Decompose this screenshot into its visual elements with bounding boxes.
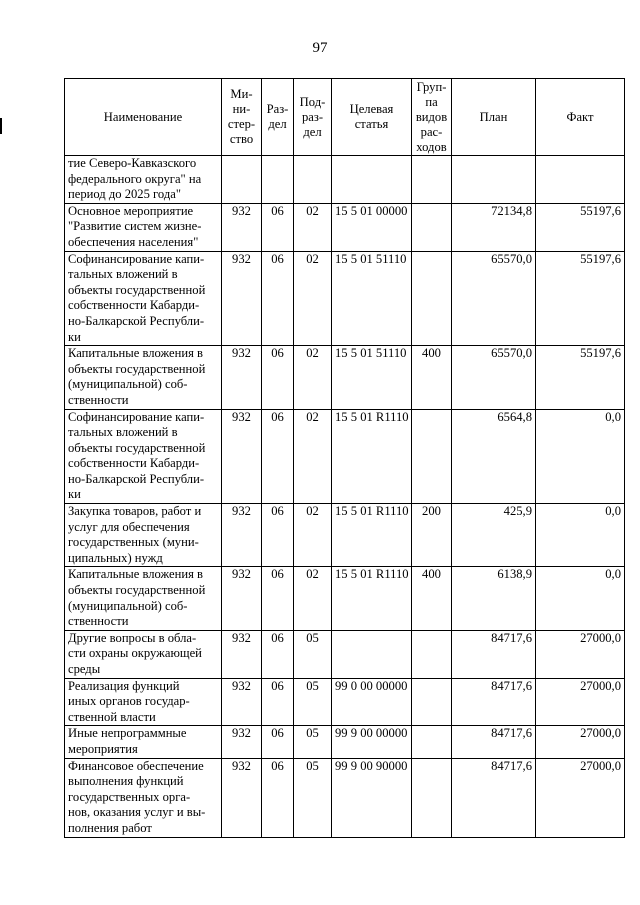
name-line: Капитальные вложения в [68, 346, 204, 361]
fact-cell: 0,0 [536, 409, 625, 504]
subsection-cell: 05 [294, 678, 332, 726]
ministry-cell: 932 [222, 630, 262, 678]
ministry-cell: 932 [222, 504, 262, 567]
plan-cell: 84717,6 [452, 758, 536, 837]
subsection-cell: 02 [294, 346, 332, 409]
name-line: но-Балкарской Республи- [68, 471, 205, 486]
name-cell [65, 567, 222, 630]
section-cell: 06 [262, 251, 294, 346]
name-cell [65, 726, 222, 758]
header-target-line: статья [354, 117, 389, 131]
target-article-cell: 99 9 00 90000 [332, 758, 412, 837]
table-header-row [65, 79, 625, 156]
subsection-cell: 02 [294, 504, 332, 567]
name-line: Закупка товаров, работ и [68, 504, 202, 519]
section-cell [262, 156, 294, 204]
fact-cell: 0,0 [536, 504, 625, 567]
table-row [65, 346, 625, 409]
name-line: иных органов государ- [68, 694, 190, 709]
fact-cell: 55197,6 [536, 346, 625, 409]
name-line: собственности Кабарди- [68, 456, 200, 471]
section-cell: 06 [262, 567, 294, 630]
subsection-cell: 05 [294, 758, 332, 837]
name-line: государственных орга- [68, 789, 191, 804]
budget-table [64, 78, 625, 838]
name-cell [65, 203, 222, 251]
plan-cell: 425,9 [452, 504, 536, 567]
header-subsection-line: дел [303, 124, 322, 139]
name-line: сти охраны окружающей [68, 646, 202, 661]
name-line: Основное мероприятие [68, 203, 194, 218]
name-cell [65, 630, 222, 678]
header-ministry [222, 79, 262, 156]
name-line: государственных (муни- [68, 535, 199, 550]
name-cell [65, 346, 222, 409]
plan-cell: 6138,9 [452, 567, 536, 630]
name-line: объекты государственной [68, 440, 206, 455]
subsection-cell: 02 [294, 251, 332, 346]
section-cell: 06 [262, 758, 294, 837]
name-line: нов, оказания услуг и вы- [68, 805, 206, 820]
header-subsection-line: раз- [301, 109, 324, 124]
name-cell [65, 156, 222, 204]
name-line: тальных вложений в [68, 267, 178, 282]
name-line: (муниципальной) соб- [68, 377, 188, 392]
ministry-cell: 932 [222, 678, 262, 726]
header-subsection [294, 79, 332, 156]
plan-cell: 6564,8 [452, 409, 536, 504]
header-plan-line: План [479, 109, 508, 124]
name-line: ственности [68, 614, 129, 629]
fact-cell: 27000,0 [536, 726, 625, 758]
subsection-cell: 02 [294, 567, 332, 630]
header-name [65, 79, 222, 156]
section-cell: 06 [262, 346, 294, 409]
name-line: ственности [68, 392, 129, 407]
header-expense_group [412, 79, 452, 156]
table-body [65, 156, 625, 838]
table-row [65, 567, 625, 630]
target-article-cell: 15 5 01 51110 [332, 251, 412, 346]
target-article-cell: 15 5 01 R1110 [332, 567, 412, 630]
name-line: услуг для обеспечения [68, 519, 190, 534]
target-article-cell: 15 5 01 R1110 [332, 504, 412, 567]
plan-cell: 65570,0 [452, 346, 536, 409]
name-line: (муниципальной) соб- [68, 598, 188, 613]
name-line: тие Северо-Кавказского [68, 156, 197, 170]
target-article-cell: 15 5 01 00000 [332, 203, 412, 251]
name-line: объекты государственной [68, 361, 206, 376]
header-plan [452, 79, 536, 156]
subsection-cell: 02 [294, 409, 332, 504]
name-line: обеспечения населения" [68, 234, 199, 249]
target-article-cell: 15 5 01 51110 [332, 346, 412, 409]
name-line: Софинансирование капи- [68, 251, 205, 266]
section-cell: 06 [262, 678, 294, 726]
name-line: мероприятия [68, 741, 138, 756]
ministry-cell: 932 [222, 567, 262, 630]
expense-group-cell [412, 758, 452, 837]
expense-group-cell [412, 630, 452, 678]
expense-group-cell [412, 251, 452, 346]
ministry-cell: 932 [222, 346, 262, 409]
name-line: полнения работ [68, 820, 152, 835]
target-article-cell: 15 5 01 R1110 [332, 409, 412, 504]
header-fact-line: Факт [566, 109, 594, 124]
subsection-cell: 05 [294, 630, 332, 678]
section-cell: 06 [262, 726, 294, 758]
ministry-cell: 932 [222, 251, 262, 346]
name-line: ципальных) нужд [68, 550, 163, 565]
header-expense_group-line: Груп- [416, 79, 447, 94]
name-line: тальных вложений в [68, 425, 178, 440]
table-row [65, 678, 625, 726]
plan-cell: 84717,6 [452, 678, 536, 726]
header-target [332, 79, 412, 156]
ministry-cell [222, 156, 262, 204]
name-line: федерального округа" на [68, 171, 202, 186]
header-expense_group-line: па [425, 94, 438, 109]
header-subsection-line: Под- [299, 94, 326, 109]
name-line: ственной власти [68, 709, 156, 724]
name-line: собственности Кабарди- [68, 298, 200, 313]
subsection-cell: 02 [294, 203, 332, 251]
ministry-cell: 932 [222, 203, 262, 251]
fact-cell: 27000,0 [536, 630, 625, 678]
section-cell: 06 [262, 409, 294, 504]
name-cell [65, 251, 222, 346]
header-ministry-line: Ми- [230, 87, 253, 101]
name-line: Иные непрограммные [68, 726, 187, 741]
expense-group-cell [412, 203, 452, 251]
header-ministry-line: ство [229, 132, 254, 146]
section-cell: 06 [262, 504, 294, 567]
target-article-cell [332, 156, 412, 204]
header-section-line: Раз- [266, 102, 289, 116]
fact-cell: 27000,0 [536, 758, 625, 837]
table-row [65, 156, 625, 204]
fact-cell: 0,0 [536, 567, 625, 630]
name-cell [65, 678, 222, 726]
table-row [65, 251, 625, 346]
ministry-cell: 932 [222, 758, 262, 837]
name-line: ки [68, 487, 81, 502]
name-line: Софинансирование капи- [68, 409, 205, 424]
plan-cell: 72134,8 [452, 203, 536, 251]
section-cell: 06 [262, 203, 294, 251]
header-section-line: дел [268, 117, 287, 131]
name-line: период до 2025 года" [68, 187, 181, 202]
name-cell [65, 504, 222, 567]
header-section [262, 79, 294, 156]
name-line: ки [68, 329, 81, 344]
table-row [65, 409, 625, 504]
name-line: Капитальные вложения в [68, 567, 204, 582]
header-fact [536, 79, 625, 156]
ministry-cell: 932 [222, 409, 262, 504]
name-cell [65, 409, 222, 504]
expense-group-cell [412, 409, 452, 504]
subsection-cell [294, 156, 332, 204]
fact-cell: 55197,6 [536, 203, 625, 251]
header-expense_group-line: ходов [416, 139, 447, 154]
table-row [65, 758, 625, 837]
fact-cell: 55197,6 [536, 251, 625, 346]
target-article-cell: 99 9 00 00000 [332, 726, 412, 758]
table-row [65, 630, 625, 678]
target-article-cell: 99 0 00 00000 [332, 678, 412, 726]
section-cell: 06 [262, 630, 294, 678]
header-ministry-line: стер- [227, 117, 256, 131]
name-line: Финансовое обеспечение [68, 758, 204, 773]
target-article-cell [332, 630, 412, 678]
header-expense_group-line: рас- [420, 124, 443, 139]
expense-group-cell: 400 [412, 346, 452, 409]
name-line: среды [68, 662, 101, 676]
fact-cell [536, 156, 625, 204]
plan-cell: 84717,6 [452, 630, 536, 678]
header-target-line: Целевая [349, 102, 394, 116]
expense-group-cell [412, 678, 452, 726]
name-line: объекты государственной [68, 282, 206, 297]
expense-group-cell [412, 726, 452, 758]
page-number: 97 [312, 40, 328, 56]
name-cell [65, 758, 222, 837]
table-row [65, 504, 625, 567]
name-line: Другие вопросы в обла- [68, 630, 197, 645]
header-ministry-line: ни- [232, 102, 251, 116]
ministry-cell: 932 [222, 726, 262, 758]
subsection-cell: 05 [294, 726, 332, 758]
header-name-line: Наименование [103, 109, 183, 124]
plan-cell: 84717,6 [452, 726, 536, 758]
name-line: выполнения функций [68, 774, 184, 789]
plan-cell: 65570,0 [452, 251, 536, 346]
plan-cell [452, 156, 536, 204]
name-line: объекты государственной [68, 583, 206, 598]
fact-cell: 27000,0 [536, 678, 625, 726]
name-line: Реализация функций [68, 678, 180, 693]
table-row [65, 726, 625, 758]
table-row [65, 203, 625, 251]
expense-group-cell: 200 [412, 504, 452, 567]
header-expense_group-line: видов [415, 109, 448, 124]
name-line: но-Балкарской Республи- [68, 313, 205, 328]
expense-group-cell: 400 [412, 567, 452, 630]
expense-group-cell [412, 156, 452, 204]
name-line: "Развитие систем жизне- [68, 219, 202, 234]
scan-edge-mark [0, 118, 2, 134]
